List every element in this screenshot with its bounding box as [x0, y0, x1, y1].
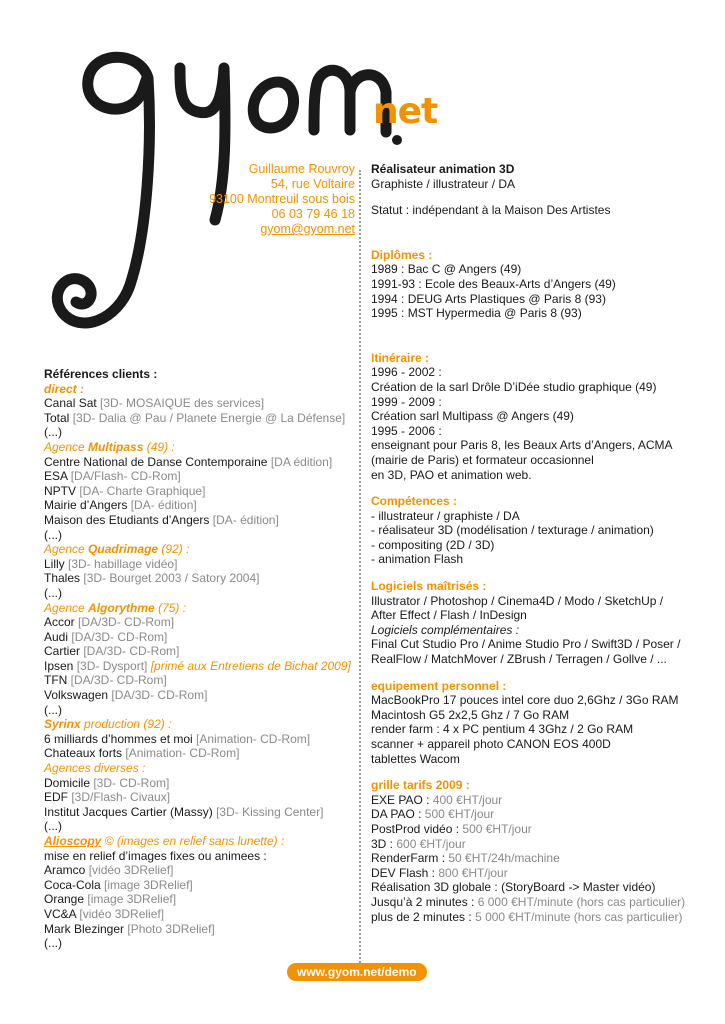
- tarif-price: 5 000 €HT/minute (hors cas particulier): [475, 909, 683, 924]
- client-name: Accor: [44, 615, 79, 630]
- client-row: [44, 732, 354, 747]
- competence-item: - compositing (2D / 3D): [371, 537, 495, 552]
- right-column: [371, 162, 716, 924]
- contact-email[interactable]: gyom@gyom.net: [260, 222, 355, 236]
- itineraire-item: 1995 - 2006 :: [371, 423, 442, 438]
- agency-heading: [44, 440, 354, 455]
- client-row: [44, 922, 354, 937]
- profile-title: Réalisateur animation 3D: [371, 162, 515, 176]
- tarif-label: Jusqu’à 2 minutes :: [371, 894, 478, 909]
- tarif-label: 3D :: [371, 836, 397, 851]
- client-note: [vidéo 3DRelief]: [79, 906, 165, 921]
- diplome-item: 1989 : Bac C @ Angers (49): [371, 262, 522, 277]
- alioscopy-link[interactable]: Alioscopy: [44, 834, 102, 848]
- tarif-price: 500 €HT/jour: [424, 807, 495, 822]
- tarif-label: EXE PAO :: [371, 792, 433, 807]
- tarif-label: RenderFarm :: [371, 851, 449, 866]
- ellipsis: (...): [44, 702, 62, 717]
- client-row: [44, 469, 354, 484]
- client-name: Cartier: [44, 644, 84, 659]
- direct-heading: direct :: [44, 381, 85, 396]
- client-row: [44, 630, 354, 645]
- ellipsis: (...): [44, 527, 62, 542]
- client-row: [44, 776, 354, 791]
- diplome-item: 1994 : DEUG Arts Plastiques @ Paris 8 (93): [371, 291, 606, 306]
- client-note: [vidéo 3DRelief]: [88, 863, 174, 878]
- client-row: [44, 644, 354, 659]
- client-note: [DA/Flash- CD-Rom]: [70, 469, 181, 484]
- competences-heading: Compétences :: [371, 494, 458, 509]
- demo-link-button[interactable]: www.gyom.net/demo: [287, 963, 427, 981]
- logiciels-heading: Logiciels maîtrisés :: [371, 579, 487, 594]
- itineraire-item: Création sarl Multipass @ Angers (49): [371, 409, 574, 424]
- ellipsis: (...): [44, 936, 62, 951]
- client-name: Canal Sat: [44, 396, 101, 411]
- client-row: [44, 411, 354, 426]
- itineraire-item: en 3D, PAO et animation web.: [371, 467, 532, 482]
- competence-item: - réalisateur 3D (modélisation / texturage / animation): [371, 523, 654, 538]
- client-name: Ipsen: [44, 658, 77, 673]
- tarif-row: [371, 793, 716, 808]
- itineraire-item: 1999 - 2009 :: [371, 394, 442, 409]
- equipement-item: render farm : 4 x PC pentium 4 3Ghz / 2 Go RAM: [371, 722, 634, 737]
- tarif-price: 800 €HT/jour: [438, 865, 508, 880]
- itineraire-item: Création de la sarl Drôle D’iDée studio graphique (49): [371, 379, 657, 394]
- itineraire-item: 1996 - 2002 :: [371, 365, 442, 380]
- agency-name: Algorythme: [88, 600, 155, 615]
- equipement-item: Macintosh G5 2x2,5 Ghz / 7 Go RAM: [371, 707, 570, 722]
- client-note: [DA- édition]: [212, 512, 279, 527]
- client-name: Institut Jacques Cartier (Massy): [44, 804, 217, 819]
- client-name: Mark Blezinger: [44, 921, 128, 936]
- contact-phone: 06 03 79 46 18: [271, 207, 355, 221]
- client-row: [44, 673, 354, 688]
- tarif-row: [371, 822, 716, 837]
- itineraire-heading: Itinéraire :: [371, 350, 430, 365]
- client-row: [44, 455, 354, 470]
- client-row: [44, 892, 354, 907]
- agency-heading: [44, 601, 354, 616]
- competence-item: - animation Flash: [371, 552, 464, 567]
- client-note: [3D- Dysport]: [76, 658, 151, 673]
- client-note: [3D/Flash- Civaux]: [71, 790, 171, 805]
- relief-description: mise en relief d’images fixes ou animees :: [44, 848, 267, 863]
- client-note: [DA/3D- CD-Rom]: [78, 615, 175, 630]
- client-note: [Animation- CD-Rom]: [196, 731, 311, 746]
- tarif-price: 600 €HT/jour: [396, 836, 466, 851]
- tarif-price: 50 €HT/24h/machine: [448, 851, 560, 866]
- agency-name: Syrinx: [44, 717, 81, 732]
- tarif-row: [371, 895, 716, 910]
- logo-net-visible: net: [373, 91, 438, 132]
- tarif-row: [371, 880, 716, 895]
- client-name: Thales: [44, 571, 84, 586]
- agency-name: Multipass: [88, 439, 144, 454]
- logiciels-line: Illustrator / Photoshop / Cinema4D / Modo / SketchUp /: [371, 593, 664, 608]
- tarif-price: 400 €HT/jour: [432, 792, 503, 807]
- contact-block: [209, 162, 355, 237]
- diplomes-heading: Diplômes :: [371, 247, 433, 262]
- client-note: [image 3DRelief]: [87, 892, 177, 907]
- agency-prefix: Agence: [44, 439, 89, 454]
- equipement-item: scanner + appareil photo CANON EOS 400D: [371, 737, 611, 751]
- agency-heading: [44, 834, 354, 849]
- agency-suffix: (75) :: [154, 600, 187, 615]
- client-row: [44, 513, 354, 528]
- ellipsis: (...): [44, 819, 62, 834]
- equipement-item: tablettes Wacom: [371, 751, 460, 766]
- agency-suffix: production (92) :: [80, 717, 172, 732]
- client-row: [44, 498, 354, 513]
- client-name: Mairie d’Angers: [44, 498, 131, 513]
- client-name: ESA: [44, 469, 71, 484]
- diplome-item: 1991-93 : Ecole des Beaux-Arts d’Angers (49): [371, 276, 616, 291]
- itineraire-item: (mairie de Paris) et formateur occasionnel: [371, 452, 594, 467]
- tarif-label: DA PAO :: [371, 807, 425, 822]
- client-name: NPTV: [44, 483, 80, 498]
- client-note: [3D- CD-Rom]: [93, 775, 170, 790]
- references-heading: Références clients :: [44, 367, 158, 381]
- client-name: Maison des Etudiants d’Angers: [44, 512, 213, 527]
- client-note: [3D- MOSAIQUE des services]: [100, 396, 265, 411]
- ellipsis: (...): [44, 585, 62, 600]
- client-row: [44, 659, 354, 674]
- equipement-item: MacBookPro 17 pouces intel core duo 2,6Ghz / 3Go RAM: [371, 693, 679, 708]
- client-note: [3D- Bourget 2003 / Satory 2004]: [83, 571, 260, 586]
- client-row: [44, 790, 354, 805]
- tarif-row: [371, 807, 716, 822]
- client-prize: [primé aux Entretiens de Bichat 2009]: [150, 658, 351, 673]
- client-name: Orange: [44, 892, 88, 907]
- equipement-heading: equipement personnel :: [371, 678, 507, 693]
- tarif-label: plus de 2 minutes :: [371, 909, 476, 924]
- client-note: [DA- Charte Graphique]: [79, 483, 206, 498]
- client-note: [Animation- CD-Rom]: [125, 746, 240, 761]
- client-row: [44, 805, 354, 820]
- client-note: [3D- Kissing Center]: [216, 804, 324, 819]
- client-name: Lilly: [44, 556, 69, 571]
- client-row: [44, 571, 354, 586]
- ellipsis: (...): [44, 425, 62, 440]
- competence-item: - illustrateur / graphiste / DA: [371, 508, 520, 523]
- client-note: [DA- édition]: [130, 498, 197, 513]
- client-name: 6 milliards d’hommes et moi: [44, 731, 197, 746]
- tarif-price: 6 000 €HT/minute (hors cas particulier): [477, 894, 686, 909]
- logiciels-sub-heading: Logiciels complémentaires :: [371, 622, 520, 637]
- tarif-row: [371, 837, 716, 852]
- profile-status: Statut : indépendant à la Maison Des Artistes: [371, 203, 611, 218]
- diplome-item: 1995 : MST Hypermedia @ Paris 8 (93): [371, 306, 582, 321]
- column-divider: [359, 170, 361, 970]
- agency-prefix: Agence: [44, 542, 89, 557]
- client-row: [44, 746, 354, 761]
- references-column: [44, 367, 354, 951]
- agency-suffix: (92) :: [158, 542, 190, 557]
- client-note: [DA/3D- CD-Rom]: [83, 644, 180, 659]
- client-note: [3D- Dalia @ Pau / Planete Energie @ La Défense]: [72, 410, 346, 425]
- client-name: Volkswagen: [44, 688, 112, 703]
- logiciels-line: After Effect / Flash / InDesign: [371, 608, 527, 623]
- client-note: [DA/3D- CD-Rom]: [71, 629, 168, 644]
- client-name: Coca-Cola: [44, 877, 105, 892]
- client-row: [44, 878, 354, 893]
- client-name: Domicile: [44, 775, 94, 790]
- client-note: [Photo 3DRelief]: [127, 921, 215, 936]
- tarifs-heading: grille tarifs 2009 :: [371, 778, 470, 793]
- agency-suffix: (49) :: [143, 439, 175, 454]
- itineraire-item: enseignant pour Paris 8, les Beaux Arts d’Angers, ACMA: [371, 438, 673, 453]
- client-row: [44, 557, 354, 572]
- client-row: [44, 688, 354, 703]
- agency-heading: [44, 542, 354, 557]
- tarif-row: [371, 851, 716, 866]
- client-row: [44, 484, 354, 499]
- tarif-label: PostProd vidéo :: [371, 821, 463, 836]
- agency-suffix: © (images en relief sans lunette) :: [101, 834, 285, 848]
- profile-subtitle: Graphiste / illustrateur / DA: [371, 176, 516, 191]
- agency-heading: Agences diverses :: [44, 761, 146, 776]
- contact-city: 93100 Montreuil sous bois: [209, 192, 355, 206]
- client-name: TFN: [44, 673, 71, 688]
- client-row: [44, 615, 354, 630]
- client-note: [3D- habillage vidéo]: [68, 556, 178, 571]
- agency-heading: [44, 717, 354, 732]
- contact-street: 54, rue Voltaire: [270, 177, 355, 191]
- client-note: [image 3DRelief]: [104, 877, 193, 892]
- logiciels-line: RealFlow / MatchMover / ZBrush / Terragen / Gollve / ...: [371, 652, 667, 667]
- client-row: [44, 907, 354, 922]
- client-name: VC&A: [44, 906, 80, 921]
- client-name: Total: [44, 410, 73, 425]
- client-row: [44, 396, 354, 411]
- agency-prefix: Agence: [44, 600, 89, 615]
- agency-name: Quadrimage: [88, 542, 159, 557]
- client-name: Aramco: [44, 863, 89, 878]
- tarif-label: Réalisation 3D globale : (StoryBoard -> Master vidéo): [371, 880, 656, 895]
- client-note: [DA édition]: [270, 454, 333, 469]
- logo-wordmark: [373, 92, 437, 132]
- client-note: [DA/3D- CD-Rom]: [111, 688, 208, 703]
- client-name: Audi: [44, 629, 72, 644]
- logiciels-line: Final Cut Studio Pro / Anime Studio Pro / Swift3D / Poser /: [371, 637, 681, 652]
- client-row: [44, 863, 354, 878]
- client-name: Chateaux forts: [44, 746, 126, 761]
- client-name: Centre National de Danse Contemporaine: [44, 454, 271, 469]
- contact-name: Guillaume Rouvroy: [248, 162, 355, 176]
- tarif-price: 500 €HT/jour: [462, 821, 532, 836]
- tarif-row: [371, 910, 716, 925]
- client-note: [DA/3D- CD-Rom]: [70, 673, 167, 688]
- tarif-label: DEV Flash :: [371, 865, 439, 880]
- tarif-row: [371, 866, 716, 881]
- client-name: EDF: [44, 790, 72, 805]
